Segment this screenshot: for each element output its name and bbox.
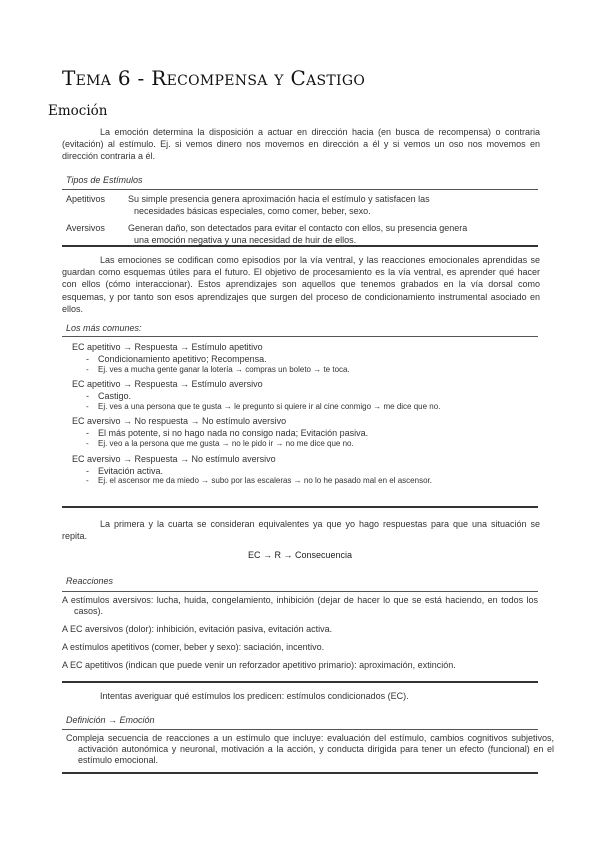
reacciones-list: [62, 595, 538, 678]
tipos-desc: [128, 223, 538, 246]
reacciones-top-rule: [62, 591, 538, 592]
tipos-label: Tipos de Estímulos: [66, 175, 143, 185]
tipos-desc-line: Su simple presencia genera aproximación hacia el estímulo y satisfacen las: [128, 194, 430, 204]
comunes-list: [62, 341, 538, 490]
paragraph-3: La primera y la cuarta se consideran equivalentes ya que yo hago respuestas para que una situación se repita.: [62, 519, 540, 542]
reaccion-item: A EC apetitivos (indican que puede venir un reforzador apetitivo primario): aproximación, extinción.: [62, 660, 456, 670]
comunes-sublist: [62, 467, 538, 486]
tipos-bottom-rule: [62, 245, 538, 247]
paragraph-2: Las emociones se codifican como episodios por la vía ventral, y las reacciones emocionales aprendidas se guardan como esquemas útiles para el futuro. El objetivo de procesamiento es la vía ventral, es aprender qué hacer con ellos (cómo interaccionar). Estos aprendizajes son aquellos que tenemos grabados en la vía dorsal como esquemas, y por tanto son esos aprendizajes que surgen del proceso de condicionamiento instrumental asociado en ellos.: [62, 255, 540, 314]
tipos-table: [62, 194, 538, 252]
reacciones-label: Reacciones: [66, 576, 114, 586]
reaccion-item: A estímulos apetitivos (comer, beber y sexo): saciación, incentivo.: [62, 642, 325, 652]
comunes-sublist: [62, 429, 538, 448]
comunes-lead: EC apetitivo → Respuesta → Estímulo apetitivo: [72, 342, 263, 352]
list-item: - Evitación activa.: [98, 467, 538, 477]
definicion-bottom-rule: [62, 772, 538, 774]
formula: EC → R → Consecuencia: [247, 550, 353, 560]
tipos-top-rule: [62, 189, 538, 190]
reaccion-item: A EC aversivos (dolor): inhibición, evitación pasiva, evitación activa.: [62, 624, 333, 634]
tipos-desc: [128, 194, 538, 217]
list-item: - Ej. ves a una persona que te gusta → le pregunto si quiere ir al cine conmigo → me dice que no.: [98, 402, 538, 412]
tipos-desc-line: necesidades básicas especiales, como comer, beber, sexo.: [134, 205, 371, 216]
tipos-desc-line: una emoción negativa y una necesidad de huir de ellos.: [134, 234, 357, 245]
section-heading: Emoción: [48, 103, 108, 119]
comunes-bottom-rule: [62, 506, 538, 508]
page-title: Tema 6 - Recompensa y Castigo: [62, 66, 366, 90]
list-item: - Castigo.: [98, 392, 538, 402]
comunes-lead: EC apetitivo → Respuesta → Estímulo aversivo: [72, 379, 263, 390]
list-item: - Ej. veo a la persona que me gusta → no le pido ir → no me dice que no.: [98, 439, 538, 449]
comunes-top-rule: [62, 336, 538, 337]
paragraph-4: Intentas averiguar qué estímulos los predicen: estímulos condicionados (EC).: [100, 691, 409, 701]
comunes-sublist: [62, 355, 538, 374]
definicion-text: Compleja secuencia de reacciones a un estímulo que incluye: evaluación del estímulo, cambios cognitivos subjetivos, activación autonómica y neuronal, motivación a la acción, y conducta dirigida para tener un efecto (funcional) en el estímulo emocional.: [66, 733, 554, 765]
tipos-desc-line: Generan daño, son detectados para evitar el contacto con ellos, su presencia genera: [128, 223, 468, 233]
definicion-top-rule: [62, 729, 538, 730]
list-item: - El más potente, si no hago nada no consigo nada; Evitación pasiva.: [98, 429, 538, 439]
tipos-row: [62, 223, 538, 246]
list-item: - Ej. el ascensor me da miedo → subo por las escaleras → no lo he pasado mal en el ascensor.: [98, 476, 538, 486]
reaccion-item: A estímulos aversivos: lucha, huida, congelamiento, inhibición (dejar de hacer lo que se está haciendo, en todos los casos).: [62, 595, 538, 616]
tipos-term: Aversivos: [66, 223, 105, 233]
list-item: - Ej. ves a mucha gente ganar la lotería → compras un boleto → te toca.: [98, 365, 538, 375]
reacciones-bottom-rule: [62, 681, 538, 683]
comunes-lead: EC aversivo → Respuesta → No estímulo aversivo: [72, 453, 276, 464]
comunes-lead: EC aversivo → No respuesta → No estímulo aversivo: [72, 416, 287, 427]
tipos-term: Apetitivos: [66, 194, 106, 204]
intro-paragraph: La emoción determina la disposición a actuar en dirección hacia (en busca de recompensa) o contraria (evitación) al estímulo. Ej. si vemos dinero nos movemos en dirección a él y si vemos un oso nos movemos en dirección contraria a él.: [62, 127, 540, 162]
tipos-row: [62, 194, 538, 217]
list-item: - Condicionamiento apetitivo; Recompensa.: [98, 355, 538, 365]
comunes-label: Los más comunes:: [66, 323, 142, 333]
comunes-sublist: [62, 392, 538, 411]
definicion-label: Definición → Emoción: [66, 715, 155, 725]
